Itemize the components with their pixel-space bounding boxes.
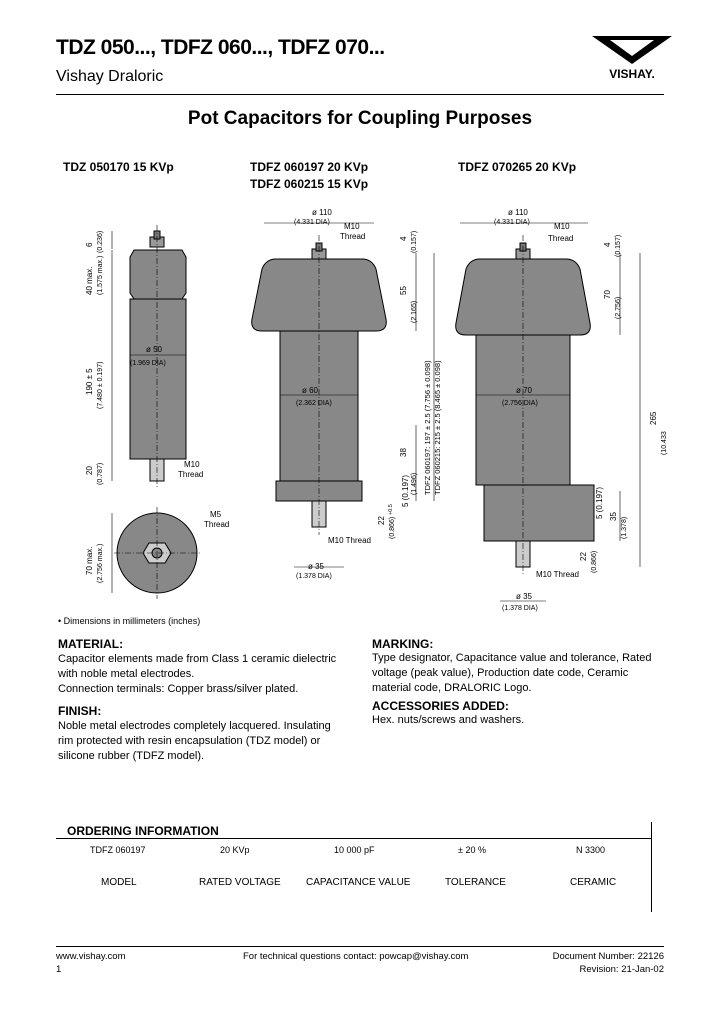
- dimensions-note: • Dimensions in millimeters (inches): [58, 616, 201, 626]
- svg-text:38: 38: [399, 448, 408, 457]
- svg-text:ø 110: ø 110: [508, 208, 528, 217]
- svg-text:ø 60: ø 60: [302, 386, 319, 395]
- vishay-logo: [584, 34, 680, 84]
- finish-text: [58, 719, 358, 764]
- svg-text:ø 35: ø 35: [516, 592, 533, 601]
- svg-text:+0.5: +0.5: [388, 504, 394, 515]
- drawing-tdfz070: [456, 223, 640, 601]
- svg-text:22: 22: [579, 552, 588, 561]
- svg-text:40 max.: 40 max.: [85, 266, 94, 295]
- technical-drawing: [50, 195, 690, 615]
- svg-text:4: 4: [603, 242, 612, 247]
- order-label-ceramic: CERAMIC: [570, 877, 617, 888]
- model-label-tdfz070265: TDFZ 070265 20 KVp: [458, 160, 577, 174]
- model-label-tdfz060197: TDFZ 060197 20 KVp: [250, 160, 369, 174]
- page-title: Pot Capacitors for Coupling Purposes: [187, 108, 533, 129]
- svg-text:ø 110: ø 110: [312, 208, 332, 217]
- svg-text:(2.756 max.): (2.756 max.): [97, 543, 104, 583]
- material-line-2: with noble metal electrodes.: [58, 668, 195, 680]
- svg-text:(0.157): (0.157): [411, 230, 418, 253]
- svg-text:(1.378 DIA): (1.378 DIA): [502, 605, 538, 612]
- document-title: TDZ 050..., TDFZ 060..., TDFZ 070...: [56, 36, 385, 59]
- svg-text:(2.756 DIA): (2.756 DIA): [502, 400, 538, 407]
- footer-revision: Revision: 21-Jan-02: [579, 964, 664, 975]
- svg-text:(0.157): (0.157): [615, 234, 622, 257]
- svg-text:M10: M10: [554, 222, 570, 231]
- svg-text:ø 50: ø 50: [146, 345, 163, 354]
- footer-contact[interactable]: For technical questions contact: powcap@vishay.com: [243, 951, 469, 962]
- svg-text:(1.378 DIA): (1.378 DIA): [296, 573, 332, 580]
- svg-text:4: 4: [399, 236, 408, 241]
- order-label-voltage: RATED VOLTAGE: [199, 877, 281, 888]
- marking-text: [372, 651, 662, 696]
- accessories-heading: ACCESSORIES ADDED:: [372, 699, 509, 713]
- order-value-tolerance: ± 20 %: [458, 845, 486, 855]
- drawing-tdfz060: [252, 223, 434, 567]
- svg-text:35: 35: [609, 512, 618, 521]
- svg-text:Thread: Thread: [340, 232, 366, 241]
- svg-text:(10.433: (10.433: [661, 431, 668, 455]
- svg-text:(7.480 ± 0.197): (7.480 ± 0.197): [97, 361, 104, 409]
- material-line-3: Connection terminals: Copper brass/silver plated.: [58, 683, 299, 695]
- svg-text:ø 35: ø 35: [308, 562, 325, 571]
- svg-text:70 max.: 70 max.: [85, 546, 94, 575]
- marking-line-1: Type designator, Capacitance value and tolerance, Rated: [372, 652, 652, 664]
- svg-text:M5: M5: [210, 510, 222, 519]
- document-subtitle: Vishay Draloric: [56, 68, 164, 85]
- footer-url[interactable]: www.vishay.com: [56, 951, 126, 962]
- svg-text:190 ± 5: 190 ± 5: [85, 368, 94, 395]
- svg-text:(2.756): (2.756): [615, 296, 622, 319]
- svg-text:(1.496): (1.496): [411, 472, 418, 495]
- material-heading: MATERIAL:: [58, 637, 124, 651]
- svg-text:(1.969 DIA): (1.969 DIA): [130, 360, 166, 367]
- svg-text:(4.331 DIA): (4.331 DIA): [294, 219, 330, 226]
- svg-text:Thread: Thread: [204, 520, 230, 529]
- svg-text:5 (0.197): 5 (0.197): [595, 486, 604, 519]
- material-text: [58, 652, 358, 697]
- svg-text:(0.236): (0.236): [97, 230, 104, 253]
- order-label-tolerance: TOLERANCE: [445, 877, 506, 888]
- marking-line-2: voltage (peak value), Production date code, Ceramic: [372, 667, 629, 679]
- ordering-rule: [56, 838, 652, 839]
- order-value-ceramic: N 3300: [576, 845, 606, 855]
- svg-text:TDFZ 060215: 215 ± 2.5 (8.465: TDFZ 060215: 215 ± 2.5 (8.465 ± 0.098): [433, 360, 442, 495]
- svg-text:M10 Thread: M10 Thread: [328, 536, 371, 545]
- svg-text:265: 265: [649, 411, 658, 425]
- accessories-line-1: Hex. nuts/screws and washers.: [372, 714, 525, 726]
- order-label-model: MODEL: [101, 877, 137, 888]
- svg-text:(0.787): (0.787): [97, 462, 104, 485]
- svg-text:(1.575 max.): (1.575 max.): [97, 255, 104, 295]
- svg-text:(0.866): (0.866): [389, 516, 396, 539]
- order-label-capacitance: CAPACITANCE VALUE: [306, 877, 411, 888]
- footer-page-number: 1: [56, 964, 62, 975]
- marking-line-3: material code, DRALORIC Logo.: [372, 682, 532, 694]
- order-value-capacitance: 10 000 pF: [334, 845, 375, 855]
- logo-text: VISHAY.: [609, 67, 655, 81]
- footer-document-number: Document Number: 22126: [552, 951, 664, 962]
- svg-text:70: 70: [603, 290, 612, 299]
- svg-text:5 (0.197): 5 (0.197): [401, 474, 410, 507]
- svg-text:M10: M10: [184, 460, 200, 469]
- header-rule: [56, 94, 664, 95]
- model-label-tdfz060215: TDFZ 060215 15 KVp: [250, 177, 369, 191]
- material-line-1: Capacitor elements made from Class 1 ceramic dielectric: [58, 653, 337, 665]
- finish-line-1: Noble metal electrodes completely lacquered. Insulating: [58, 720, 331, 732]
- marking-heading: MARKING:: [372, 637, 434, 651]
- footer-rule: [56, 946, 664, 947]
- svg-text:(1.378): (1.378): [621, 516, 628, 539]
- ordering-title: ORDERING INFORMATION: [67, 824, 219, 838]
- svg-text:TDFZ 060197: 197 ± 2.5 (7.756: TDFZ 060197: 197 ± 2.5 (7.756 ± 0.098): [423, 360, 432, 495]
- finish-line-3: silicone rubber (TDFZ model).: [58, 750, 205, 762]
- svg-text:Thread: Thread: [548, 234, 574, 243]
- svg-text:M10: M10: [344, 222, 360, 231]
- ordering-border: [651, 822, 652, 912]
- order-value-voltage: 20 KVp: [220, 845, 250, 855]
- svg-text:ø 70: ø 70: [516, 386, 533, 395]
- order-value-model: TDFZ 060197: [90, 845, 146, 855]
- svg-text:(4.331 DIA): (4.331 DIA): [494, 219, 530, 226]
- svg-text:M10 Thread: M10 Thread: [536, 570, 579, 579]
- finish-heading: FINISH:: [58, 704, 102, 718]
- svg-text:6: 6: [85, 242, 94, 247]
- svg-text:20: 20: [85, 466, 94, 475]
- drawing-tdz050: [112, 225, 200, 599]
- svg-text:(2.165): (2.165): [411, 300, 418, 323]
- svg-text:22: 22: [377, 516, 386, 525]
- svg-text:55: 55: [399, 286, 408, 295]
- svg-text:(2.362 DIA): (2.362 DIA): [296, 400, 332, 407]
- svg-text:(0.866): (0.866): [591, 550, 598, 573]
- svg-text:Thread: Thread: [178, 470, 204, 479]
- finish-line-2: rim protected with resin encapsulation (TDZ model) or: [58, 735, 321, 747]
- model-label-tdz050: TDZ 050170 15 KVp: [63, 160, 174, 174]
